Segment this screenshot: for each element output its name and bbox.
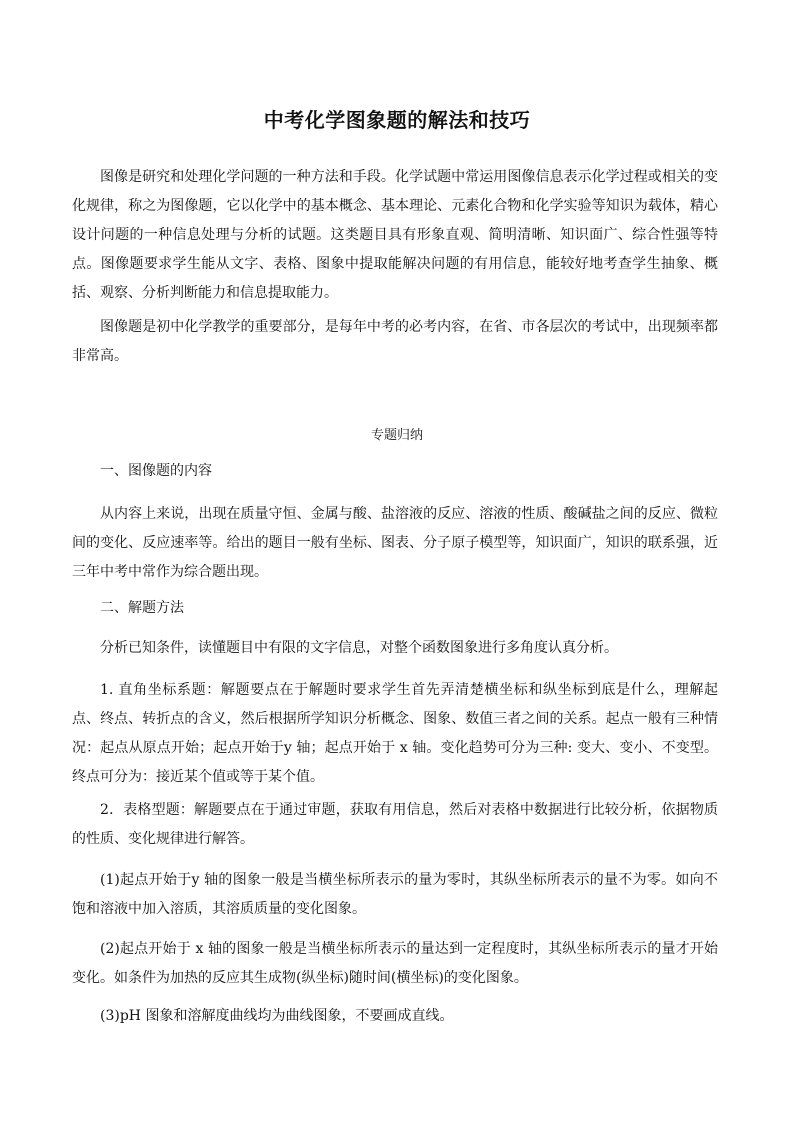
method-item-1: 1. 直角坐标系题：解题要点在于解题时要求学生首先弄清楚横坐标和纵坐标到底是什么，理解起点、终点、转折点的含义，然后根据所学知识分析概念、图象、数值三者之间的关系。起点一般有三种情况：起点从原点开始；起点开始于y 轴；起点开始于 x 轴。变化趋势可分为三种: 变大、变小、不变型。终点可分为：接近某个值或等于某个值。 <box>72 682 718 785</box>
part2-heading: 二、解题方法 <box>100 600 184 616</box>
document-title: 中考化学图象题的解法和技巧 <box>263 108 531 132</box>
part1-heading: 一、图像题的内容 <box>100 463 212 479</box>
method-sub-3: (3)pH 图象和溶解度曲线均为曲线图象，不要画成直线。 <box>100 1008 454 1024</box>
section-heading: 专题归纳 <box>370 428 423 443</box>
intro-paragraph-1: 图像是研究和处理化学问题的一种方法和手段。化学试题中常运用图像信息表示化学过程或相关的变化规律，称之为图像题，它以化学中的基本概念、基本理论、元素化合物和化学实验等知识为载体，精心设计问题的一种信息处理与分析的试题。这类题目具有形象直观、简明清晰、知识面广、综合性强等特点。图像题要求学生能从文字、表格、图象中提取能解决问题的有用信息，能较好地考查学生抽象、概括、观察、分析判断能力和信息提取能力。 <box>72 169 718 301</box>
part2-paragraph: 分析已知条件，读懂题目中有限的文字信息，对整个函数图象进行多角度认真分析。 <box>100 640 618 656</box>
method-sub-1: (1)起点开始于y 轴的图象一般是当横坐标所表示的量为零时，其纵坐标所表示的量不为零。如向不饱和溶液中加入溶质，其溶质质量的变化图象。 <box>72 872 718 917</box>
intro-paragraph-2: 图像题是初中化学教学的重要部分，是每年中考的必考内容，在省、市各层次的考试中，出现频率都非常高。 <box>72 319 718 364</box>
method-sub-2: (2)起点开始于 x 轴的图象一般是当横坐标所表示的量达到一定程度时，其纵坐标所表示的量才开始变化。如条件为加热的反应其生成物(纵坐标)随时间(横坐标)的变化图象。 <box>72 941 718 986</box>
part1-paragraph: 从内容上来说，出现在质量守恒、金属与酸、盐溶液的反应、溶液的性质、酸碱盐之间的反应、微粒间的变化、反应速率等。给出的题目一般有坐标、图表、分子原子模型等，知识面广，知识的联系强，近三年中考中常作为综合题出现。 <box>72 506 718 580</box>
method-item-2: 2．表格型题：解题要点在于通过审题，获取有用信息，然后对表格中数据进行比较分析，依据物质的性质、变化规律进行解答。 <box>72 802 718 847</box>
